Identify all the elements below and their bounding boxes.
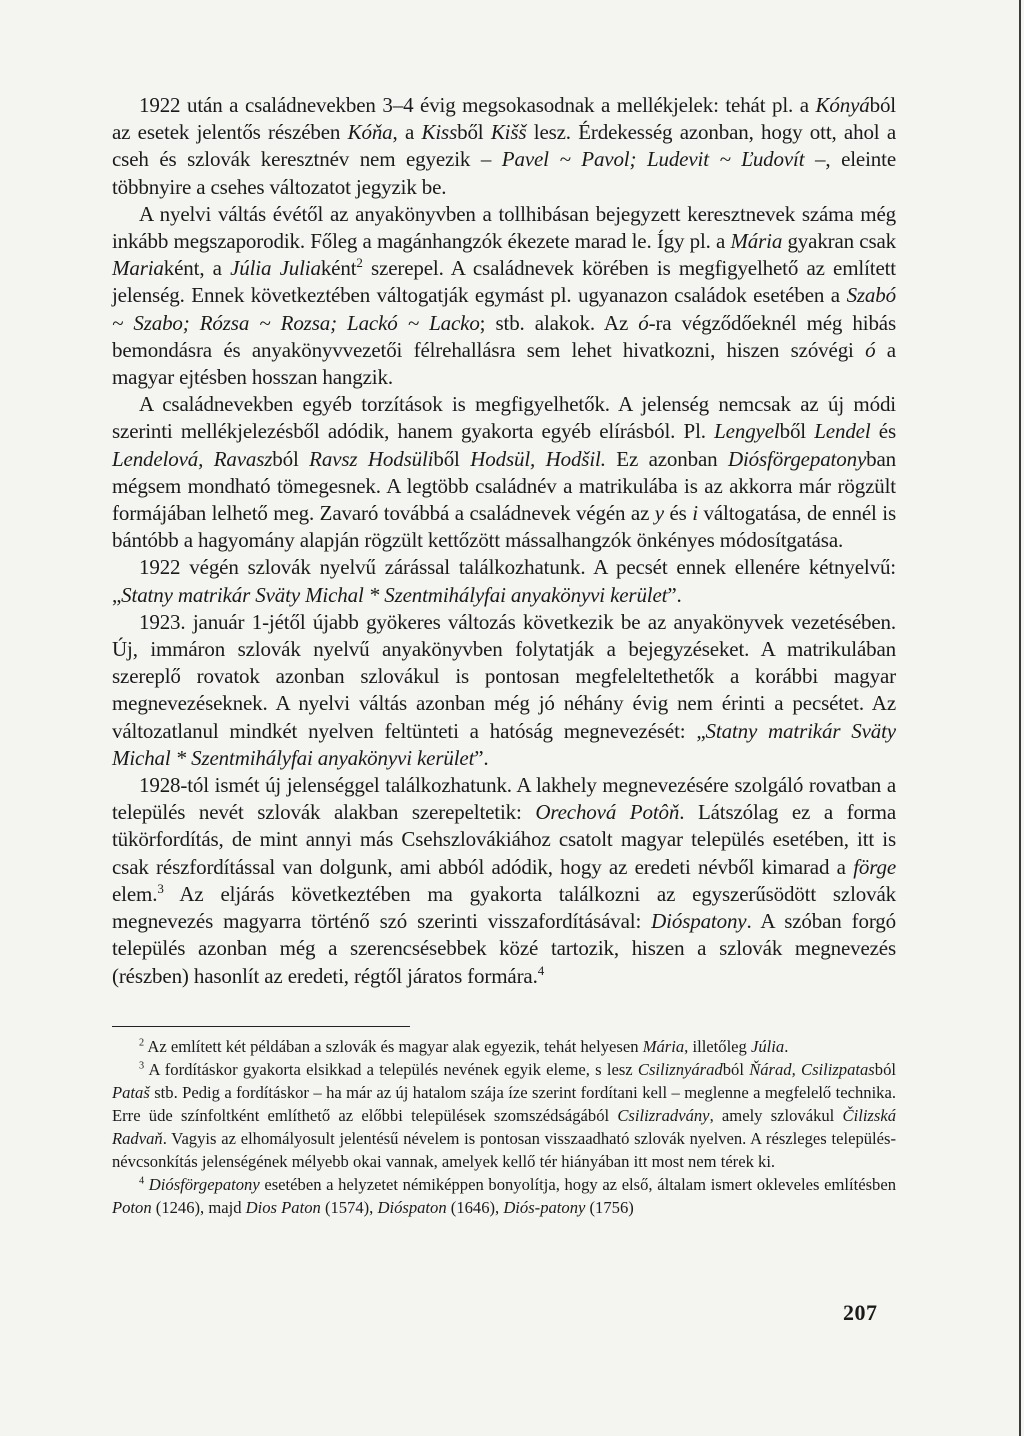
paragraph-3 <box>112 391 896 554</box>
text-run: , amely szlovákul <box>709 1105 843 1125</box>
italic-term: Čilizská Radvaň <box>112 1105 897 1148</box>
text-run: , illetőleg <box>684 1036 751 1056</box>
text-run: Az eljárás következtében ma gyakorta találkozni az egyszerűsödött szlovák megnevezés magyarra történő szó szerinti visszafordításával: <box>112 881 896 934</box>
footnote-ref: 2 <box>139 1037 145 1049</box>
text-run: 1923. január 1-jétől újabb gyökeres változás következik be az anyakönyvek vezetésében. Új, immáron szlovák nyelvű anyakönyvben folytatják a bejegyzéseket. A matrikulában szereplő rovatok azonban szlovákul is pontosan megfeleltethetők a korábbi magyar megnevezéseknek. A nyelvi váltás azonban még jó néhány évig nem érinti a pecsétet. Az változatlanul mindkét nyelven feltünteti a hatóság megnevezését: „ <box>112 609 896 743</box>
text-run: ból <box>722 1059 750 1079</box>
italic-term: Pavel ~ Pavol; Ludevit ~ Ľudovít <box>501 147 805 172</box>
text-run: 1922 végén szlovák nyelvű zárással találkozhatunk. A pecsét ennek ellenére kétnyelvű: „ <box>112 555 896 607</box>
italic-term: Kónyá <box>815 93 870 117</box>
text-run: (1574), <box>320 1197 378 1217</box>
text-run: -ra végződőeknél még hibás bemondásra és anyakönyvvezetői félrehallásra sem lehet hivatkozni, hiszen szóvégi <box>112 310 896 362</box>
italic-term: Ňárad, Csilizpatas <box>749 1059 875 1079</box>
italic-term: Kiss <box>421 120 458 145</box>
text-run: ból <box>272 446 310 471</box>
italic-term: Lengyel <box>714 419 780 444</box>
text-run: ”. <box>667 582 682 607</box>
italic-term: i <box>692 501 698 526</box>
text-run: . A szóban forgó település azonban még a szerencsésebbek közé tartozik, hiszen a szlovák megnevezés (részben) hasonlít az eredeti, régtől járatos formára. <box>112 909 896 988</box>
footnote-ref: 3 <box>139 1060 145 1072</box>
paragraph-6 <box>112 772 896 990</box>
document-page <box>112 92 896 1219</box>
paragraph-2 <box>112 201 896 391</box>
text-run: ből <box>433 446 471 471</box>
footnote-separator <box>112 1026 410 1027</box>
text-run: ként, a <box>163 256 231 281</box>
text-run: és <box>870 419 897 444</box>
italic-term: Mária <box>730 229 783 254</box>
text-run: –, eleinte többnyire a csehes változatot jegyzik be. <box>112 147 896 199</box>
italic-term: Lendelová, Ravasz <box>112 446 273 471</box>
italic-term: Júlia Julia <box>230 256 321 281</box>
text-run: esetében a helyzetet némiképpen bonyolítja, hogy az első, általam ismert okleveles említésben <box>259 1174 897 1194</box>
italic-term: Poton <box>112 1197 152 1217</box>
text-run: (1646), <box>446 1197 504 1217</box>
italic-term: ó <box>865 337 876 362</box>
paragraph-1 <box>112 92 896 201</box>
italic-term: Ravsz Hodsüli <box>309 446 434 471</box>
italic-term: Dios Paton <box>245 1197 321 1217</box>
italic-term: Diósförgepatony <box>148 1174 260 1194</box>
text-run: ban mégsem mondható tömegesnek. A legtöbb családnév a matrikulába is az akkorra már rögzült formájában lelhető meg. Zavaró továbbá a családnevek végén az <box>112 446 896 526</box>
italic-term: Szabó ~ Szabo; Rózsa ~ Rozsa; Lackó ~ Lacko <box>112 283 896 335</box>
text-run: szerepel. A családnevek körében is megfigyelhető az említett jelenség. Ennek következtében váltogatják egymást pl. ugyanazon családok esetében a <box>112 256 896 308</box>
italic-term: Csiliznyárad <box>637 1059 723 1079</box>
footnote-2 <box>112 1035 896 1058</box>
italic-term: Diósförgepatony <box>727 446 867 471</box>
text-run: . Látszólag ez a forma tükörfordítás, de mint annyi más Csehszlovákiához csatolt magyar település esetében, itt is csak részfordítással van dolgunk, ami abból adódik, hogy az eredeti névből kimarad a <box>112 800 897 879</box>
paragraph-4 <box>112 554 896 608</box>
italic-term: y <box>654 501 664 526</box>
italic-term: Kóňa <box>347 120 393 145</box>
text-run: gyakran csak <box>782 229 897 254</box>
text-run: elem. <box>112 881 158 906</box>
italic-term: Statny matrikár Sväty Michal * Szentmihályfai anyakönyvi kerület <box>121 582 668 607</box>
text-run: ból <box>874 1059 896 1079</box>
italic-term: förge <box>853 854 896 879</box>
footnote-ref: 3 <box>157 880 164 896</box>
text-run: 1922 után a családnevekben 3–4 évig megsokasodnak a mellékjelek: tehát pl. a <box>139 93 816 117</box>
text-run: a magyar ejtésben hosszan hangzik. <box>112 337 896 390</box>
page-number: 207 <box>843 1300 878 1325</box>
text-run: ből <box>779 419 815 444</box>
paragraph-5 <box>112 609 896 772</box>
text-run: ; stb. alakok. Az <box>479 310 639 335</box>
text-run: . Vagyis az elhomályosult jelentésű névelem is pontosan visszaadható szlovák nyelven. A részleges település-névcsonkítás jelenségének mélyebb okai vannak, amelyek kellő tér hiányában itt most nem térek ki. <box>112 1128 896 1171</box>
text-run: ból az esetek jelentős részében <box>112 93 896 145</box>
italic-term: Pataš <box>112 1082 150 1102</box>
text-run: A fordításkor gyakorta elsikkad a település nevének egyik eleme, s lesz <box>144 1059 638 1079</box>
body-text <box>112 92 896 990</box>
text-run: ből <box>457 120 491 145</box>
italic-term: Maria <box>112 256 164 281</box>
italic-term: Diós-patony <box>503 1197 586 1217</box>
text-run: , a <box>392 120 422 145</box>
italic-term: Mária <box>642 1036 685 1056</box>
footnotes <box>112 1035 896 1219</box>
text-run: A családnevekben egyéb torzítások is megfigyelhetők. A jelenség nemcsak az új módi szerinti mellékjelezésből adódik, hanem gyakorta egyéb elírásból. Pl. <box>112 392 896 444</box>
footnote-3 <box>112 1058 896 1173</box>
text-run: (1756) <box>585 1197 634 1217</box>
italic-term: Dióspatony <box>651 909 747 934</box>
text-run: és <box>663 501 693 526</box>
text-run: Az említett két példában a szlovák és magyar alak egyezik, tehát helyesen <box>144 1036 643 1056</box>
italic-term: Hodsül, Hodšil. <box>470 446 606 471</box>
italic-term: Statny matrikár Sväty Michal * Szentmihályfai anyakönyvi kerület <box>112 718 896 770</box>
footnote-ref: 4 <box>139 1175 145 1187</box>
text-run: lesz. Érdekesség azonban, hogy ott, ahol a cseh és szlovák keresztnév nem egyezik – <box>112 120 896 172</box>
footnote-4 <box>112 1173 896 1219</box>
footnote-ref: 4 <box>537 962 545 978</box>
page-edge-line <box>1019 0 1021 1436</box>
italic-term: Orechová Potôň <box>535 800 680 825</box>
footnote-ref: 2 <box>356 255 363 271</box>
text-run: váltogatása, de ennél is bántóbb a hagyomány alapján rögzült kettőzött mássalhangzók önkényes módosítgatása. <box>112 501 896 553</box>
text-run: (1246), majd <box>151 1197 246 1217</box>
text-run: A nyelvi váltás évétől az anyakönyvben a tollhibásan bejegyzett keresztnevek száma még inkább megszaporodik. Főleg a magánhangzók ékezete marad le. Így pl. a <box>112 201 896 254</box>
italic-term: Csilizradvány <box>617 1105 710 1125</box>
text-run: Ez azonban <box>605 446 728 471</box>
text-run: 1928-tól ismét új jelenséggel találkozhatunk. A lakhely megnevezésére szolgáló rovatban a település nevét szlovák alakban szerepeltetik: <box>112 773 896 825</box>
text-run: ”. <box>474 745 489 770</box>
italic-term: Kišš <box>490 120 527 145</box>
text-run: ként <box>320 256 357 281</box>
text-run: . <box>784 1036 789 1056</box>
italic-term: Lendel <box>814 419 871 444</box>
italic-term: Júlia <box>751 1036 785 1056</box>
italic-term: ó <box>638 310 649 335</box>
italic-term: Dióspaton <box>377 1197 447 1217</box>
text-run: stb. Pedig a fordításkor – ha már az új hatalom szája íze szerint fordítani kell – meglenne a megfelelő technika. Erre üde színfoltként említhető az előbbi települések szomszédságából <box>112 1082 896 1125</box>
